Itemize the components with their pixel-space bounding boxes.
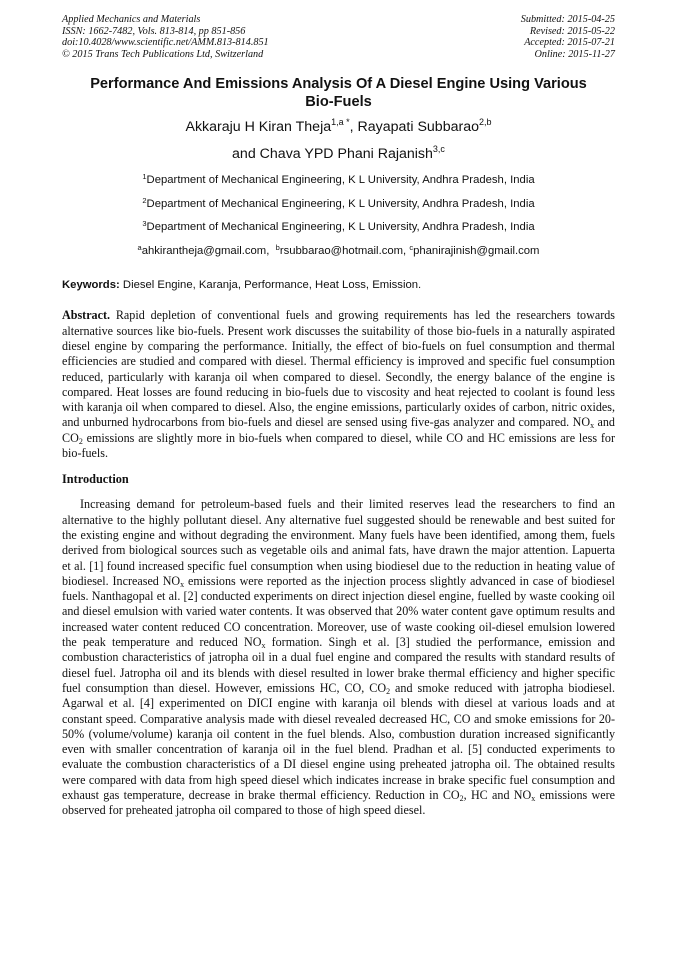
intro-text-1: Increasing demand for petroleum-based fuels and their limited reserves lead the researchers to find an alternative to the highly pollutant diesel. Any alternative fuel suggested should be renewable and best suited for the existing engine and without degrading the environment. Many fuels have been identified, among them, fuels derived from biological sources such as vegetable oils and animal fats, have drawn the major attention. Lapuerta et al. [1] found increased specific fuel consumption when using biodiesel due to the reduction in heating value of biodiesel. Increased NO	[62, 497, 615, 588]
doi-line: doi:10.4028/www.scientific.net/AMM.813-814.851	[62, 37, 269, 49]
author-3: Chava YPD Phani Rajanish	[259, 146, 433, 163]
abstract	[62, 308, 615, 461]
author-1: Akkaraju H Kiran Theja	[185, 119, 332, 136]
author-conjunction: and	[232, 146, 260, 163]
affiliation-2-mark: 2	[142, 195, 147, 205]
intro-text-5: , HC and NO	[463, 787, 532, 802]
intro-sub-4: 2	[459, 793, 464, 803]
submission-dates	[521, 14, 615, 60]
abstract-sub-2: 2	[78, 436, 83, 446]
email-line	[62, 240, 615, 264]
intro-sub-3: 2	[386, 686, 391, 696]
email-b-mark: b	[275, 242, 280, 252]
journal-header	[62, 14, 615, 60]
copyright-line: © 2015 Trans Tech Publications Ltd, Switzerland	[62, 48, 264, 60]
intro-text-4: and smoke reduced with jatropha biodiesel. Agarwal et al. [4] experimented on DICI engine with karanja oil blends with diesel at various loads and at constant speed. Comparative analysis made with diesel revealed decreased HC, CO and smoke emissions for 20-50% (volume/volume) karanja oil content in the fuel blends. Also, combustion duration increased significantly even with smaller concentration of karanja oil in the fuel blend. Pradhan et al. [5] conducted experiments to evaluate the combustion characteristics of a DI diesel engine using preheated jatropha oil. The obtained results were compared with data from high speed diesel which indicates increase in brake specific fuel consumption and exhaust gas temperature, decrease in brake thermal efficiency. Reduction in CO	[62, 680, 616, 802]
intro-sub-1: x	[180, 579, 185, 589]
intro-sub-2: x	[261, 641, 266, 651]
affiliation-1	[62, 169, 615, 193]
author-separator: ,	[349, 119, 358, 136]
affiliation-2-text: Department of Mechanical Engineering, K L University, Andhra Pradesh, India	[146, 197, 535, 210]
author-2-affil: 2,b	[478, 117, 492, 128]
title-line-1: Performance And Emissions Analysis Of A Diesel Engine Using Various	[90, 76, 587, 93]
abstract-text-3: emissions are slightly more in bio-fuels when compared to diesel, while CO and HC emissions are less for bio-fuels.	[62, 430, 615, 461]
affiliation-3-mark: 3	[142, 219, 147, 229]
intro-text-3: formation. Singh et al. [3] studied the performance, emission and combustion characteristics of jatropha oil in a dual fuel engine and compared the results with standard results of diesel fuel. Jatropha oil and its blends with diesel resulted in lower brake thermal efficiency and higher specific fuel consumption than diesel. However, emissions HC, CO, CO	[62, 635, 615, 695]
abstract-sub-1: x	[590, 421, 595, 431]
paper-page	[62, 14, 615, 819]
email-c-mark: c	[409, 242, 414, 252]
intro-text-6: emissions were observed for preheated jatropha oil compared to those of high speed diesel.	[62, 787, 615, 818]
keywords-text: Diesel Engine, Karanja, Performance, Heat Loss, Emission.	[119, 279, 422, 292]
abstract-text-1: Rapid depletion of conventional fuels and growing requirements has led the researchers towards alternative sources like bio-fuels. Present work discusses the suitability of those bio-fuels in a naturally aspirated diesel engine by comparing the performance. Initially, the effect of bio-fuels on fuel consumption and thermal efficiencies are studied and compared with diesel. Thermal efficiency is improved and specific fuel consumption reduced, particularly with karanja oil when compared to diesel. Secondly, the energy balance of the engine is compared. Heat losses are found reducing in bio-fuels due to viscosity and heat rejected to coolant is found less with karanja oil when compared to diesel. Also, the engine emissions, particularly oxides of carbon, nitric oxides, and unburned hydrocarbons from bio-fuels and diesel are sensed using five-gas analyzer and compared. NO	[62, 308, 615, 430]
author-line-1	[62, 114, 615, 141]
affiliation-1-text: Department of Mechanical Engineering, K L University, Andhra Pradesh, India	[146, 174, 535, 187]
title-line-2: Bio-Fuels	[305, 94, 372, 111]
section-heading-introduction: Introduction	[62, 472, 129, 487]
affiliations	[62, 169, 615, 263]
online-date: Online: 2015-11-27	[534, 48, 615, 60]
email-a-mark: a	[137, 242, 142, 252]
affiliation-1-mark: 1	[142, 172, 147, 182]
affiliation-3	[62, 216, 615, 240]
issn-line: ISSN: 1662-7482, Vols. 813-814, pp 851-856	[62, 25, 246, 37]
introduction-paragraph	[62, 497, 615, 818]
journal-name: Applied Mechanics and Materials	[62, 14, 201, 25]
author-list	[62, 114, 615, 168]
accepted-date: Accepted: 2015-07-21	[524, 37, 615, 49]
submitted-date: Submitted: 2015-04-25	[520, 14, 615, 25]
paper-title	[62, 75, 615, 111]
author-1-affil: 1,a *	[331, 117, 350, 128]
journal-info	[62, 14, 269, 60]
author-2: Rayapati Subbarao	[357, 119, 479, 136]
email-b[interactable]: rsubbarao@hotmail.com,	[279, 244, 407, 257]
intro-sub-5: x	[531, 793, 536, 803]
intro-text-2: emissions were reported as the injection process slightly advanced in case of biodiesel fuels. Nanthagopal et al. [2] conducted experiments on direct injection diesel engine, fuelled by waste cooking oil and diesel emulsion with varied water contents. It was observed that 20% water content gave optimum results and increased water content reduced CO concentration. Moreover, use of waste cooking oil-diesel emulsion lowered the peak temperature and reduced NO	[62, 573, 615, 650]
affiliation-2	[62, 193, 615, 217]
abstract-text-2: and CO	[62, 415, 615, 445]
email-c[interactable]: phanirajinish@gmail.com	[413, 244, 540, 257]
author-line-2	[62, 141, 615, 168]
revised-date: Revised: 2015-05-22	[529, 25, 615, 37]
keywords-label: Keywords:	[62, 279, 120, 292]
abstract-label: Abstract.	[62, 308, 111, 323]
email-a[interactable]: ahkirantheja@gmail.com,	[141, 244, 270, 257]
author-3-affil: 3,c	[432, 144, 445, 155]
affiliation-3-text: Department of Mechanical Engineering, K L University, Andhra Pradesh, India	[146, 221, 535, 234]
keywords	[62, 279, 615, 291]
